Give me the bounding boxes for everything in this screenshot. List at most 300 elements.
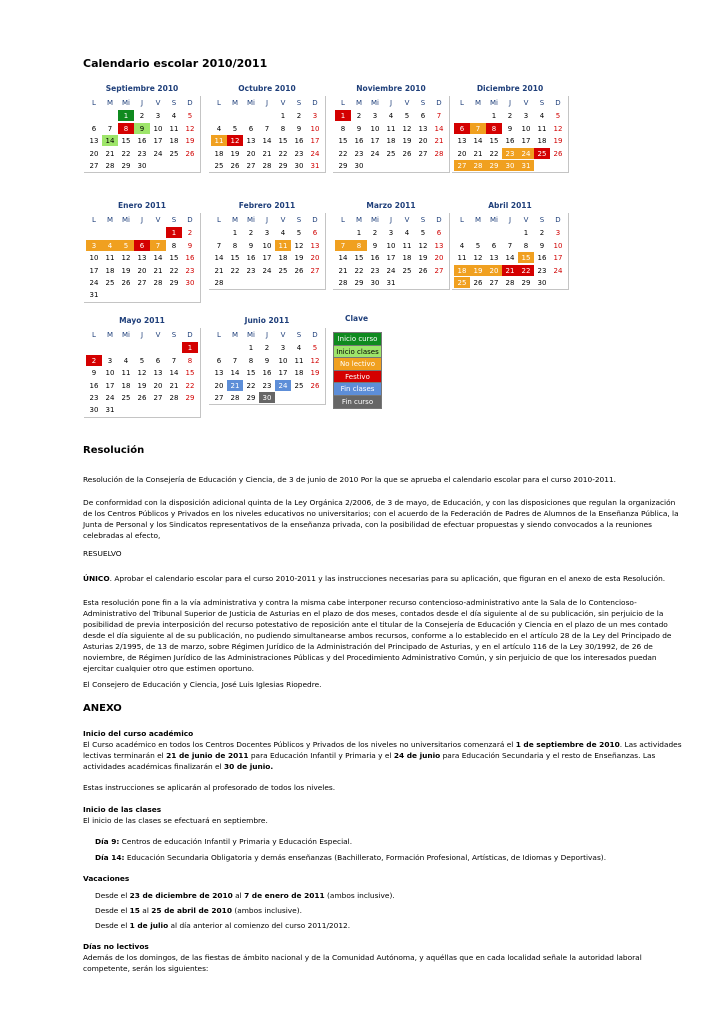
calendar-day: 7 <box>232 356 238 365</box>
weekday-header: M <box>106 99 114 107</box>
calendar-day: 31 <box>89 291 99 300</box>
calendar-day: 15 <box>278 137 288 146</box>
calendar-day: 19 <box>137 381 147 390</box>
calendar-day: 20 <box>418 137 428 146</box>
calendar-day: 17 <box>153 137 163 146</box>
calendar-day: 21 <box>105 149 115 158</box>
calendar-day: 16 <box>294 137 304 146</box>
month-calendar <box>84 82 200 170</box>
clave-item-festivo: Festivo <box>333 370 382 384</box>
calendar-day: 24 <box>518 148 534 159</box>
calendar-day: 10 <box>278 356 288 365</box>
calendar-day: 30 <box>502 160 518 171</box>
calendar-day: 10 <box>262 241 272 250</box>
calendar-day: 18 <box>294 369 304 378</box>
calendar-day: 1 <box>335 110 351 121</box>
calendar-day: 10 <box>553 241 563 250</box>
calendar-day: 26 <box>310 381 320 390</box>
calendar-day: 27 <box>489 279 499 287</box>
calendar-day: 22 <box>278 149 288 158</box>
calendar-day: 21 <box>227 380 243 391</box>
calendar-day: 26 <box>185 149 195 158</box>
calendar-day: 13 <box>418 124 428 133</box>
calendar-day: 20 <box>89 149 99 158</box>
calendar-day: 18 <box>386 137 396 146</box>
calendar-day: 25 <box>121 394 131 402</box>
calendar-day: 2 <box>296 112 302 121</box>
calendar-day: 1 <box>280 112 286 121</box>
calendar-day: 8 <box>171 241 177 250</box>
month-days-grid <box>333 213 450 290</box>
calendar-day: 7 <box>436 112 442 121</box>
calendar-day: 1 <box>248 344 254 353</box>
calendar-day: 7 <box>264 124 270 133</box>
calendar-day: 23 <box>246 266 256 275</box>
calendar-day: 8 <box>351 240 367 251</box>
month-calendar <box>333 199 449 287</box>
calendar-day: 15 <box>230 254 240 263</box>
calendar-day: 29 <box>169 279 179 287</box>
calendar-day: 10 <box>310 124 320 133</box>
calendar-day: 19 <box>230 149 240 158</box>
calendar-day: 8 <box>232 241 238 250</box>
month-days-grid <box>209 213 326 290</box>
calendar-day: 8 <box>523 241 529 250</box>
calendar-day: 18 <box>121 381 131 390</box>
calendar-day: 20 <box>457 149 467 158</box>
month-days-grid <box>84 213 201 303</box>
calendar-day: 3 <box>86 240 102 251</box>
calendar-day: 11 <box>211 135 227 146</box>
calendar-day: 6 <box>248 124 254 133</box>
calendar-day: 27 <box>214 394 224 402</box>
clave-item-fin-curso: Fin curso <box>333 395 382 409</box>
calendar-day: 5 <box>420 229 426 238</box>
calendar-day: 11 <box>457 254 467 263</box>
calendar-day: 21 <box>473 149 483 158</box>
calendar-day: 6 <box>134 240 150 251</box>
calendar-day: 23 <box>294 149 304 158</box>
resolucion-resuelvo: RESUELVO <box>83 549 122 558</box>
calendar-day: 22 <box>185 381 195 390</box>
calendar-day: 9 <box>507 124 513 133</box>
calendar-day: 30 <box>185 279 195 287</box>
calendar-day: 16 <box>505 137 515 146</box>
calendar-day: 14 <box>102 135 118 146</box>
calendar-day: 15 <box>338 137 348 146</box>
calendar-day: 17 <box>89 266 99 275</box>
calendar-day: 18 <box>105 266 115 275</box>
calendar-day: 9 <box>91 369 97 378</box>
weekday-header: M <box>106 216 114 224</box>
month-calendar <box>209 199 325 287</box>
calendar-day: 26 <box>473 279 483 287</box>
clave-item-inicio-clases: Inicio clases <box>333 345 382 359</box>
calendar-day: 23 <box>262 381 272 390</box>
weekday-header: L <box>460 99 464 107</box>
resolucion-signature: El Consejero de Educación y Ciencia, José Luis Iglesias Riopedre. <box>83 680 322 689</box>
page-title: Calendario escolar 2010/2011 <box>83 57 268 70</box>
calendar-day: 6 <box>436 229 442 238</box>
month-days-grid <box>84 96 201 173</box>
calendar-day: 18 <box>537 137 547 146</box>
calendar-day: 30 <box>259 392 275 403</box>
calendar-day: 2 <box>86 355 102 366</box>
weekday-header: Mi <box>371 216 379 224</box>
weekday-header: Mi <box>122 331 130 339</box>
calendar-day: 2 <box>139 112 145 121</box>
calendar-day: 15 <box>518 252 534 263</box>
calendar-day: 25 <box>214 162 224 170</box>
calendar-day: 8 <box>118 123 134 134</box>
calendar-day: 5 <box>139 356 145 365</box>
weekday-header: M <box>474 99 482 107</box>
weekday-header: L <box>92 216 96 224</box>
calendar-day: 14 <box>262 137 272 146</box>
weekday-header: M <box>355 99 363 107</box>
calendar-day: 31 <box>310 162 320 170</box>
weekday-header: Mi <box>247 216 255 224</box>
calendar-day: 1 <box>232 229 238 238</box>
weekday-header: D <box>187 331 193 339</box>
calendar-day: 16 <box>246 254 256 263</box>
calendar-day: 13 <box>137 254 147 263</box>
calendar-day: 18 <box>278 254 288 263</box>
calendar-day: 29 <box>521 279 531 287</box>
calendar-day: 9 <box>372 241 378 250</box>
weekday-header: Mi <box>122 99 130 107</box>
calendar-day: 6 <box>216 356 222 365</box>
dia-14-item: Día 14: Educación Secundaria Obligatoria y demás enseñanzas (Bachillerato, Formación Profesional, Artísticas, de Idiomas y Deportivas). <box>95 853 607 862</box>
calendar-day: 13 <box>89 137 99 146</box>
calendar-day: 4 <box>388 112 394 121</box>
month-title: Septiembre 2010 <box>105 84 179 93</box>
calendar-day: 25 <box>534 148 550 159</box>
calendar-day: 30 <box>537 279 547 287</box>
weekday-header: S <box>171 331 177 339</box>
calendar-day: 30 <box>137 162 147 170</box>
weekday-header: V <box>280 99 286 107</box>
calendar-day: 12 <box>185 124 195 133</box>
calendar-day: 1 <box>166 227 182 238</box>
weekday-header: Mi <box>122 216 130 224</box>
weekday-header: M <box>231 99 239 107</box>
calendar-day: 12 <box>121 254 131 263</box>
calendar-day: 17 <box>278 369 288 378</box>
calendar-day: 27 <box>137 279 147 287</box>
calendar-day: 7 <box>470 123 486 134</box>
calendar-day: 15 <box>169 254 179 263</box>
calendar-day: 18 <box>169 137 179 146</box>
calendar-day: 27 <box>89 162 99 170</box>
calendar-day: 20 <box>486 265 502 276</box>
weekday-header: S <box>539 99 545 107</box>
weekday-header: L <box>460 216 464 224</box>
calendar-day: 3 <box>388 229 394 238</box>
calendar-day: 23 <box>89 394 99 402</box>
month-title: Noviembre 2010 <box>356 84 426 93</box>
month-calendar <box>84 199 200 300</box>
calendar-day: 16 <box>262 369 272 378</box>
weekday-header: J <box>140 331 144 339</box>
weekday-header: L <box>217 99 221 107</box>
calendar-day: 31 <box>518 160 534 171</box>
calendar-day: 26 <box>418 266 428 275</box>
calendar-day: 11 <box>537 124 547 133</box>
weekday-header: S <box>296 99 302 107</box>
calendar-day: 25 <box>454 277 470 288</box>
calendar-day: 1 <box>491 112 497 121</box>
calendar-day: 28 <box>262 162 272 170</box>
calendar-day: 22 <box>121 149 131 158</box>
calendar-day: 3 <box>555 229 561 238</box>
calendar-day: 26 <box>294 266 304 275</box>
calendar-day: 28 <box>230 394 240 402</box>
calendar-day: 27 <box>153 394 163 402</box>
weekday-header: V <box>280 331 286 339</box>
calendar-day: 29 <box>121 162 131 170</box>
calendar-day: 3 <box>107 356 113 365</box>
calendar-day: 15 <box>489 137 499 146</box>
calendar-day: 13 <box>246 137 256 146</box>
weekday-header: L <box>92 331 96 339</box>
calendar-day: 21 <box>502 265 518 276</box>
calendar-day: 28 <box>505 279 515 287</box>
calendar-day: 24 <box>153 149 163 158</box>
calendar-day: 4 <box>171 112 177 121</box>
calendar-day: 19 <box>418 254 428 263</box>
calendar-day: 25 <box>294 381 304 390</box>
weekday-header: D <box>436 216 442 224</box>
calendar-day: 22 <box>169 266 179 275</box>
weekday-header: D <box>555 216 561 224</box>
resolucion-paragraph-2: De conformidad con la disposición adicional quinta de la Ley Orgánica 2/2006, de 3 de mayo, de Educación, y con las disposiciones que regulan la organización de los Centros Públicos y Privados en los niveles educativos no universitarios; con el acuerdo de la Federación de Padres de Alumnos de la Enseñanza Pública, la Junta de Personal y los Sindicatos representativos de la enseñanza privada, con la posibilidad de efectuar propuestas y siendo convocados a la reuniones celebradas al efecto, <box>83 498 679 540</box>
calendar-day: 11 <box>169 124 179 133</box>
calendar-day: 11 <box>121 369 131 378</box>
dia-9-item: Día 9: Centros de educación Infantil y Primaria y Educación Especial. <box>95 837 353 846</box>
weekday-header: S <box>171 216 177 224</box>
month-title: Mayo 2011 <box>119 316 165 325</box>
calendar-day: 3 <box>155 112 161 121</box>
calendar-day: 18 <box>454 265 470 276</box>
calendar-day: 17 <box>521 137 531 146</box>
calendar-day: 4 <box>539 112 545 121</box>
calendar-day: 14 <box>434 124 444 133</box>
weekday-header: J <box>140 99 144 107</box>
calendar-day: 19 <box>402 137 412 146</box>
calendar-day: 2 <box>248 229 254 238</box>
calendar-day: 20 <box>434 254 444 263</box>
calendar-day: 9 <box>296 124 302 133</box>
vacaciones-item-3: Desde el 1 de julio al día anterior al comienzo del curso 2011/2012. <box>95 921 351 930</box>
calendar-day: 27 <box>310 266 320 275</box>
month-title: Abril 2011 <box>488 201 532 210</box>
calendar-day: 6 <box>420 112 426 121</box>
anexo-heading: ANEXO <box>83 703 122 714</box>
month-title: Marzo 2011 <box>366 201 416 210</box>
calendar-day: 25 <box>278 266 288 275</box>
calendar-day: 31 <box>105 406 115 415</box>
calendar-day: 7 <box>216 241 222 250</box>
calendar-day: 13 <box>434 241 444 250</box>
calendar-day: 15 <box>354 254 364 263</box>
month-calendar <box>333 82 449 170</box>
calendar-day: 28 <box>434 149 444 158</box>
weekday-header: V <box>155 331 161 339</box>
weekday-header: D <box>436 99 442 107</box>
calendar-day: 7 <box>171 356 177 365</box>
weekday-header: Mi <box>247 99 255 107</box>
weekday-header: M <box>355 216 363 224</box>
calendar-day: 8 <box>248 356 254 365</box>
weekday-header: Mi <box>490 99 498 107</box>
resolucion-paragraph-5: Esta resolución pone fin a la vía administrativa y contra la misma cabe interponer recurso contencioso-administrativo ante la Sala de lo Contencioso-Administrativo del Tribunal Superior de Justicia de Asturias en el plazo de dos meses, contados desde el día siguiente al de su publicación, sin perjuicio de la posibilidad de previa interposición del recurso potestativo de reposición ante el titular de la Consejería de Educación y Ciencia en el plazo de un mes contado desde el día siguiente al de su publicación, no pudiendo simultanearse ambos recursos, conforme a lo establecido en el artículo 28 de la Ley del Principado de Asturias 2/1995, de 13 de marzo, sobre Régimen Jurídico de la Administración del Principado de Asturias, y en el artículo 116 de la Ley 30/1992, de 26 de noviembre, de Régimen Jurídico de las Administraciones Públicas y del Procedimiento Administrativo Común, y sin perjuicio de que los interesados puedan ejercitar cualquier otro que estimen oportuno. <box>83 598 672 673</box>
calendar-day: 17 <box>262 254 272 263</box>
weekday-header: V <box>280 216 286 224</box>
calendar-day: 9 <box>264 356 270 365</box>
weekday-header: J <box>508 99 512 107</box>
calendar-day: 14 <box>505 254 515 263</box>
calendar-day: 9 <box>248 241 254 250</box>
calendar-day: 12 <box>418 241 428 250</box>
month-title: Enero 2011 <box>118 201 166 210</box>
calendar-day: 12 <box>402 124 412 133</box>
calendar-day: 28 <box>169 394 179 402</box>
calendar-day: 9 <box>187 241 193 250</box>
calendar-day: 12 <box>310 356 320 365</box>
calendar-day: 1 <box>118 110 134 121</box>
calendar-day: 2 <box>264 344 270 353</box>
weekday-header: V <box>404 216 410 224</box>
calendar-day: 7 <box>107 124 113 133</box>
calendar-day: 10 <box>370 124 380 133</box>
calendar-day: 28 <box>153 279 163 287</box>
weekday-header: S <box>420 99 426 107</box>
calendar-day: 8 <box>280 124 286 133</box>
calendar-day: 26 <box>121 279 131 287</box>
vacaciones-title: Vacaciones <box>83 874 130 883</box>
calendar-day: 15 <box>246 369 256 378</box>
calendar-day: 6 <box>155 356 161 365</box>
calendar-day: 2 <box>187 229 193 238</box>
month-title: Junio 2011 <box>244 316 290 325</box>
calendar-day: 27 <box>454 160 470 171</box>
calendar-day: 29 <box>278 162 288 170</box>
weekday-header: D <box>187 216 193 224</box>
weekday-header: J <box>265 99 269 107</box>
calendar-day: 16 <box>137 137 147 146</box>
weekday-header: J <box>389 99 393 107</box>
calendar-day: 19 <box>185 137 195 146</box>
weekday-header: J <box>508 216 512 224</box>
month-days-grid <box>333 96 450 173</box>
calendar-day: 18 <box>402 254 412 263</box>
calendar-day: 20 <box>153 381 163 390</box>
inicio-clases-section: Inicio de las clases El inicio de las clases se efectuará en septiembre. <box>83 805 268 825</box>
calendar-day: 31 <box>386 279 396 287</box>
calendar-day: 14 <box>153 254 163 263</box>
weekday-header: S <box>420 216 426 224</box>
calendar-day: 23 <box>502 148 518 159</box>
weekday-header: L <box>217 331 221 339</box>
calendar-day: 26 <box>402 149 412 158</box>
calendar-day: 5 <box>404 112 410 121</box>
weekday-header: D <box>555 99 561 107</box>
month-calendar <box>452 199 568 287</box>
calendar-day: 4 <box>216 124 222 133</box>
calendar-day: 21 <box>434 137 444 146</box>
calendar-day: 30 <box>89 406 99 415</box>
month-calendar <box>84 314 200 415</box>
calendar-day: 25 <box>169 149 179 158</box>
calendar-day: 11 <box>402 241 412 250</box>
calendar-day: 11 <box>275 240 291 251</box>
calendar-day: 3 <box>312 112 318 121</box>
weekday-header: D <box>312 331 318 339</box>
calendar-day: 1 <box>356 229 362 238</box>
weekday-header: D <box>312 99 318 107</box>
calendar-day: 4 <box>459 241 465 250</box>
weekday-header: V <box>523 99 529 107</box>
calendar-day: 23 <box>370 266 380 275</box>
calendar-day: 24 <box>275 380 291 391</box>
calendar-day: 21 <box>262 149 272 158</box>
calendar-day: 17 <box>310 137 320 146</box>
calendar-day: 11 <box>105 254 115 263</box>
calendar-day: 4 <box>102 240 118 251</box>
calendar-day: 13 <box>153 369 163 378</box>
month-days-grid <box>452 96 569 173</box>
calendar-day: 1 <box>523 229 529 238</box>
calendar-day: 17 <box>105 381 115 390</box>
clave-item-inicio-curso: Inicio curso <box>333 332 382 346</box>
calendar-day: 5 <box>232 124 238 133</box>
calendar-day: 9 <box>356 124 362 133</box>
calendar-day: 12 <box>227 135 243 146</box>
weekday-header: M <box>474 216 482 224</box>
calendar-day: 13 <box>457 137 467 146</box>
resolucion-unico: ÚNICO. Aprobar el calendario escolar para el curso 2010-2011 y las instrucciones necesarias para su aplicación, que figuran en el anexo de esta Resolución. <box>83 574 666 583</box>
weekday-header: V <box>523 216 529 224</box>
calendar-day: 24 <box>89 279 99 287</box>
calendar-day: 4 <box>280 229 286 238</box>
calendar-day: 10 <box>521 124 531 133</box>
calendar-day: 24 <box>105 394 115 402</box>
clave-item-no-lectivo: No lectivo <box>333 357 382 371</box>
calendar-day: 4 <box>404 229 410 238</box>
calendar-day: 10 <box>153 124 163 133</box>
month-title: Octubre 2010 <box>238 84 296 93</box>
weekday-header: L <box>217 216 221 224</box>
weekday-header: S <box>539 216 545 224</box>
weekday-header: V <box>404 99 410 107</box>
weekday-header: L <box>341 99 345 107</box>
calendar-day: 29 <box>185 394 195 402</box>
calendar-day: 16 <box>185 254 195 263</box>
calendar-day: 13 <box>489 254 499 263</box>
calendar-day: 24 <box>370 149 380 158</box>
month-days-grid <box>209 328 326 405</box>
calendar-day: 17 <box>370 137 380 146</box>
weekday-header: D <box>312 216 318 224</box>
calendar-day: 14 <box>230 369 240 378</box>
calendar-day: 22 <box>489 149 499 158</box>
calendar-day: 10 <box>89 254 99 263</box>
calendar-day: 22 <box>518 265 534 276</box>
calendar-day: 24 <box>386 266 396 275</box>
calendar-day: 12 <box>553 124 563 133</box>
calendar-day: 22 <box>246 381 256 390</box>
